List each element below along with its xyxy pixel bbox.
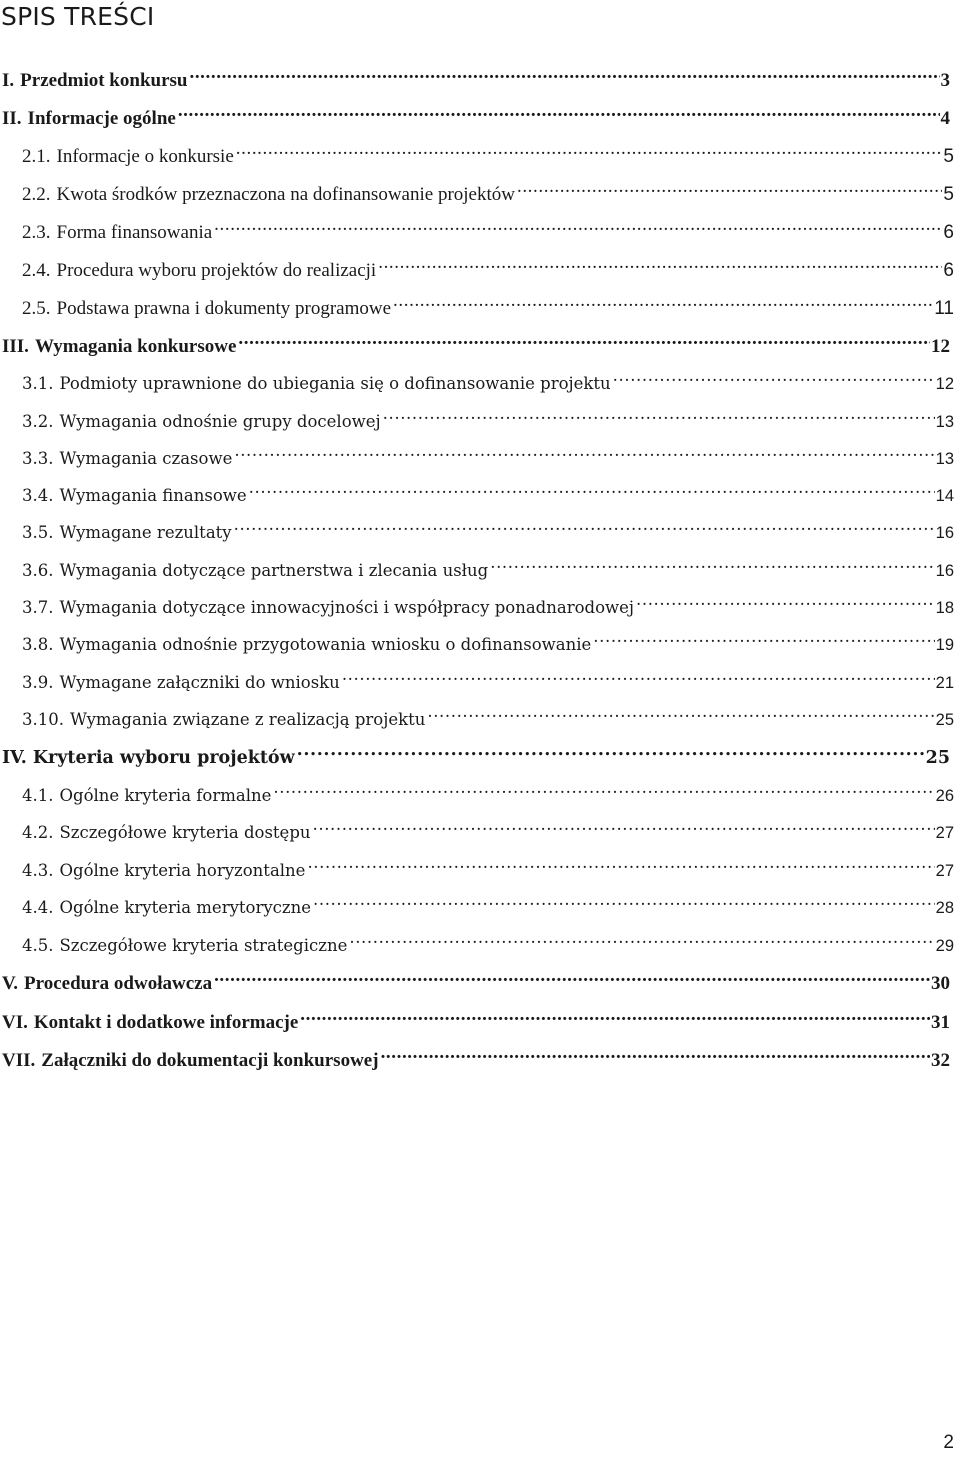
dot-leader [313,887,935,913]
toc-page-number: 27 [935,824,954,842]
toc-subsection[interactable] [22,475,954,505]
toc-number: 2.5. [22,298,51,319]
toc-label: Załączniki do dokumentacji konkursowej [41,1050,379,1071]
toc-subsection[interactable] [22,850,954,880]
toc-label: Kryteria wyboru projektów [32,748,295,768]
toc-subsection[interactable] [22,136,954,167]
toc-page-number: 16 [935,562,954,580]
toc-number: 2.4. [22,260,51,281]
toc-label: Wymagania odnośnie przygotowania wniosku o dofinansowanie [59,635,592,654]
toc-number: IV. [2,748,27,768]
dot-leader [297,737,925,763]
toc-label: Wymagane rezultaty [59,523,232,542]
toc-number: V. [2,973,19,994]
toc-page-number: 25 [935,711,954,729]
toc-subsection[interactable] [22,438,954,468]
toc-label: Wymagania konkursowe [34,336,237,357]
toc-number: 3.2. [22,412,54,431]
toc-page-number: 18 [935,599,954,617]
toc-section[interactable] [2,326,950,357]
toc-page-number: 6 [943,222,954,243]
toc-subsection[interactable] [22,587,954,617]
toc-page-number: 5 [943,146,954,167]
dot-leader [189,60,939,86]
toc-section[interactable] [2,60,950,91]
toc-subsection[interactable] [22,212,954,243]
toc-page-number: 30 [931,973,950,994]
toc-label: Kwota środków przeznaczona na dofinansowanie projektów [56,184,515,205]
toc-subsection[interactable] [22,174,954,205]
toc-number: 3.6. [22,561,54,580]
toc-label: Przedmiot konkursu [20,70,188,91]
toc-label: Wymagane załączniki do wniosku [59,673,340,692]
toc-number: 4.3. [22,861,54,880]
toc-number: 4.4. [22,898,54,917]
dot-leader [593,624,934,650]
toc-label: Wymagania dotyczące innowacyjności i współpracy ponadnarodowej [59,598,635,617]
toc-page-number: 26 [935,787,954,805]
toc-page-number: 12 [931,336,950,357]
toc-number: III. [2,336,29,357]
dot-leader [249,475,935,501]
toc-number: 2.2. [22,184,51,205]
dot-leader [300,1002,930,1028]
toc-number: I. [2,70,15,91]
toc-number: 2.3. [22,222,51,243]
page-number: 2 [943,1432,954,1453]
dot-leader [383,401,935,427]
toc-section[interactable] [2,98,950,129]
toc-subsection[interactable] [22,624,954,654]
toc-label: Wymagania związane z realizacją projektu [69,710,426,729]
dot-leader [236,136,943,162]
toc-page-number: 13 [935,413,954,431]
toc-subsection[interactable] [22,363,954,393]
toc-section[interactable] [2,1040,950,1071]
toc-label: Ogólne kryteria merytoryczne [59,898,312,917]
toc-page-number: 21 [935,674,954,692]
toc-label: Informacje ogólne [27,108,176,129]
dot-leader [490,550,934,576]
toc-page-number: 4 [940,108,950,129]
toc-page-number: 12 [935,375,954,393]
toc-number: 3.9. [22,673,54,692]
toc-page-number: 25 [925,748,950,768]
toc-page-number: 29 [935,937,954,955]
dot-leader [214,212,942,238]
toc-number: 3.1. [22,374,54,393]
toc-number: 3.4. [22,486,54,505]
toc-page-number: 31 [931,1012,950,1033]
toc-label: Podstawa prawna i dokumenty programowe [56,298,392,319]
toc-section[interactable] [2,963,950,994]
dot-leader [342,662,935,688]
toc-label: Forma finansowania [56,222,213,243]
toc-subsection[interactable] [22,925,954,955]
dot-leader [517,174,942,200]
toc-label: Kontakt i dodatkowe informacje [33,1012,299,1033]
toc-page-number: 3 [940,70,950,91]
toc-label: Informacje o konkursie [56,146,234,167]
dot-leader [178,98,940,124]
toc-page-number: 28 [935,899,954,917]
toc-page-number: 11 [934,298,954,319]
toc-label: Wymagania dotyczące partnerstwa i zlecania usług [59,561,489,580]
dot-leader [393,288,933,314]
dot-leader [613,363,935,389]
toc-label: Procedura odwoławcza [24,973,213,994]
toc-number: 3.8. [22,635,54,654]
dot-leader [349,925,934,951]
toc-number: 4.5. [22,936,54,955]
toc-section[interactable] [2,737,950,768]
toc-page-number: 14 [935,487,954,505]
toc-page-number: 6 [943,260,954,281]
toc-subsection[interactable] [22,662,954,692]
toc-number: 3.3. [22,449,54,468]
toc-number: 2.1. [22,146,51,167]
dot-leader [427,699,934,725]
dot-leader [313,812,935,838]
toc-number: 3.5. [22,523,54,542]
dot-leader [238,326,930,352]
dot-leader [273,775,934,801]
toc-label: Szczegółowe kryteria dostępu [59,823,311,842]
toc-subsection[interactable] [22,775,954,805]
toc-section[interactable] [2,1002,950,1033]
toc-page-number: 16 [935,524,954,542]
dot-leader [636,587,935,613]
dot-leader [381,1040,930,1066]
toc-page-number: 32 [931,1050,950,1071]
toc-label: Wymagania czasowe [59,449,233,468]
toc-number: 3.10. [22,710,64,729]
toc-page-number: 27 [935,862,954,880]
toc-number: II. [2,108,22,129]
toc-page-number: 5 [943,184,954,205]
toc-subsection[interactable] [22,401,954,431]
toc-number: VII. [2,1050,36,1071]
toc-subsection[interactable] [22,288,954,319]
dot-leader [214,963,930,989]
dot-leader [378,250,942,276]
page-title: SPIS TREŚCI [1,2,155,31]
toc-number: 4.2. [22,823,54,842]
toc-label: Szczegółowe kryteria strategiczne [59,936,348,955]
toc-subsection[interactable] [22,887,954,917]
toc-page-number: 19 [935,636,954,654]
toc-subsection[interactable] [22,812,954,842]
toc-page-number: 13 [935,450,954,468]
toc-number: VI. [2,1012,28,1033]
toc-subsection[interactable] [22,512,954,542]
toc-label: Wymagania odnośnie grupy docelowej [59,412,381,431]
toc-subsection[interactable] [22,699,954,729]
toc-label: Procedura wyboru projektów do realizacji [56,260,377,281]
toc-label: Wymagania finansowe [59,486,247,505]
dot-leader [307,850,934,876]
toc-number: 4.1. [22,786,54,805]
dot-leader [234,438,934,464]
toc-label: Ogólne kryteria formalne [59,786,272,805]
dot-leader [234,512,935,538]
toc-number: 3.7. [22,598,54,617]
toc-subsection[interactable] [22,250,954,281]
toc-label: Ogólne kryteria horyzontalne [59,861,306,880]
toc-subsection[interactable] [22,550,954,580]
toc-label: Podmioty uprawnione do ubiegania się o dofinansowanie projektu [59,374,611,393]
